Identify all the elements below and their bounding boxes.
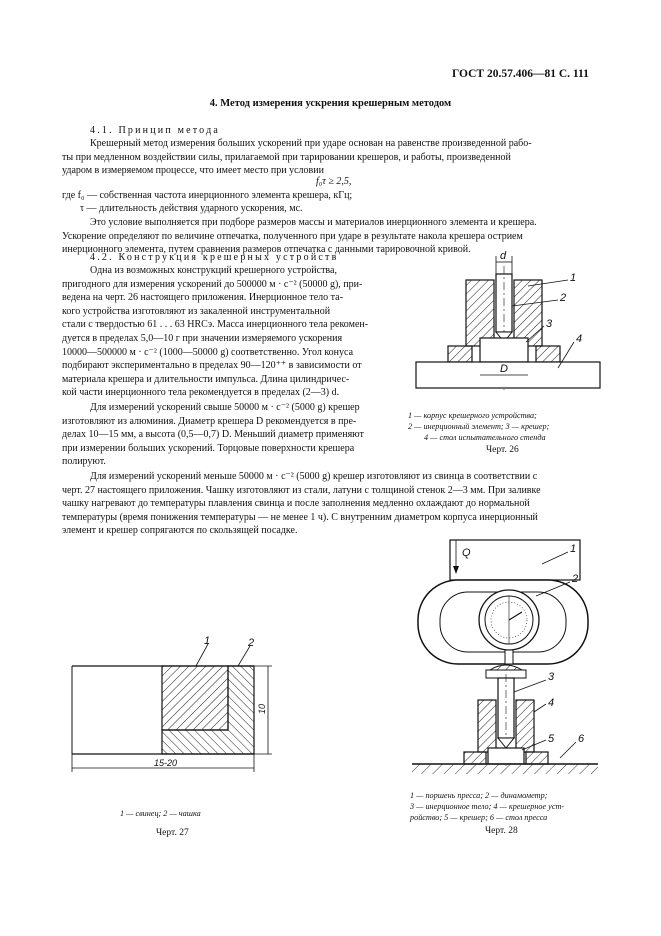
caption-line: 1 — поршень пресса; 2 — динамометр; bbox=[410, 791, 548, 800]
text-line: инерционного элемента, путем сравнения размеров отпечатка с данными тарировочной кривой. bbox=[62, 244, 471, 256]
label-5: 5 bbox=[548, 733, 555, 745]
text-line: 10000—500000 м · с⁻² (1000—50000 g) соответственно. Угол конуса bbox=[62, 346, 354, 358]
label-width: 15-20 bbox=[154, 758, 178, 768]
paragraph-lead bbox=[62, 470, 598, 538]
text-line: Ускорение определяют по величине отпечатка, полученного при ударе в результате накола крешера острием bbox=[62, 230, 523, 242]
text-line: кой части инерционного тела рекомендуется в пределах (2—3) d. bbox=[62, 387, 340, 399]
text-line: черт. 27 настоящего приложения. Чашку изготовляют из стали, латуни с толщиной стенок 2—3 мм. При заливке bbox=[62, 484, 541, 496]
paragraph-construction bbox=[62, 264, 398, 400]
text-line: ведена на черт. 26 настоящего приложения. Инерционное тело та- bbox=[62, 292, 343, 304]
text-line: Крешерный метод измерения больших ускорений при ударе основан на равенстве произведенной рабо- bbox=[90, 138, 532, 149]
label-d: d bbox=[500, 250, 507, 262]
text-line: кого устройства изготовляют из закаленной инструментальной bbox=[62, 305, 331, 317]
label-height: 10 bbox=[257, 703, 267, 714]
text-line: Для измерений ускорений меньше 50000 м · с⁻² (5000 g) крешер изготовляют из свинца в соответствии с bbox=[90, 471, 538, 482]
text-line: подбирают экспериментально в пределах 90—120⁺⁺ в зависимости от bbox=[62, 360, 362, 372]
text-line: элемент и крешер сопрягаются по скользящей посадке. bbox=[62, 525, 298, 537]
caption-line: 4 — стол испытательного стенда bbox=[424, 433, 546, 442]
figure-28-drawing bbox=[410, 536, 600, 801]
figure-28-caption bbox=[410, 790, 600, 823]
section-title: 4. Метод измерения ускрения крешерным методом bbox=[209, 98, 452, 109]
caption-line: 3 — инерционное тело; 4 — крешерное уст- bbox=[410, 802, 565, 811]
text-line: пригодного для измерения ускорений до 500000 м · с⁻² (50000 g), при- bbox=[62, 278, 363, 290]
figure-27-title: Черт. 27 bbox=[156, 828, 189, 838]
label-1: 1 bbox=[570, 272, 577, 284]
text-line: полируют. bbox=[62, 456, 106, 468]
label-1: 1 bbox=[204, 635, 211, 647]
figure-26-drawing bbox=[408, 250, 608, 400]
text-line: дуется в пределах 5,0—10 г при значении измеряемого ускорения bbox=[62, 332, 343, 344]
text-line: материала крешера и длительности импульса. Длина цилиндричес- bbox=[62, 373, 350, 385]
where-line-2: τ — длительность действия ударного ускорения, мс. bbox=[80, 203, 303, 214]
label-3: 3 bbox=[546, 318, 553, 330]
text-line: температуры (время понижения температуры — не менее 1 ч). С внутренним диаметром корпуса инерционный bbox=[62, 511, 538, 523]
label-2: 2 bbox=[560, 292, 567, 304]
subsection-heading-4-1: 4.1. Принцип метода bbox=[90, 125, 221, 136]
subsection-heading-4-2: 4.2. Конструкция крешерных устройств bbox=[90, 252, 339, 263]
figure-28-title: Черт. 28 bbox=[485, 826, 518, 836]
label-3: 3 bbox=[548, 671, 555, 683]
label-2: 2 bbox=[572, 573, 579, 585]
figure-26-title: Черт. 26 bbox=[486, 445, 519, 455]
caption-line: 1 — корпус крешерного устройства; bbox=[408, 411, 537, 420]
text-line: Это условие выполняется при подборе размеров массы и материалов инерционного элемента и крешера. bbox=[90, 217, 537, 228]
text-line: ударом в измеряемом процессе, что имеет место при условии bbox=[62, 165, 324, 177]
figure-27-drawing bbox=[66, 636, 296, 776]
text-line: при измерении больших ускорений. Торцовые поверхности крешера bbox=[62, 442, 355, 454]
label-4: 4 bbox=[576, 333, 583, 345]
figure-26-caption bbox=[408, 410, 598, 443]
label-6: 6 bbox=[578, 733, 585, 745]
text-line: Для измерений ускорений свыше 50000 м · с⁻² (5000 g) крешер bbox=[90, 402, 360, 413]
label-2: 2 bbox=[248, 637, 255, 649]
text-line: изготовляют из алюминия. Диаметр крешера D рекомендуется в пре- bbox=[62, 415, 357, 427]
caption-line: ройство; 5 — крешер; 6 — стол пресса bbox=[410, 813, 548, 822]
label-Q: Q bbox=[462, 547, 471, 559]
text-line: делах 10—15 мм, а высота (0,5—0,7) D. Меньший диаметр применяют bbox=[62, 429, 364, 441]
caption-line: 2 — инерционный элемент; 3 — крешер; bbox=[408, 422, 550, 431]
page-header: ГОСТ 20.57.406—81 С. 111 bbox=[452, 68, 589, 80]
label-D: D bbox=[500, 363, 508, 375]
label-4: 4 bbox=[548, 697, 555, 709]
formula: f₀τ ≥ 2,5, bbox=[316, 176, 352, 187]
text-line: стали с твердостью 61 . . . 63 HRCэ. Масса инерционного тела рекомен- bbox=[62, 319, 369, 331]
text-line: ты при медленном воздействии силы, прилагаемой при тарировании крешеров, и работы, произведенной bbox=[62, 151, 511, 163]
text-line: Одна из возможных конструкций крешерного устройства, bbox=[90, 265, 337, 276]
text-line: чашку нагревают до температуры плавления свинца и после заполнения медленно охлаждают до нормальной bbox=[62, 498, 530, 510]
label-1: 1 bbox=[570, 543, 577, 555]
paragraph-principle bbox=[62, 137, 598, 178]
figure-27-caption: 1 — свинец; 2 — чашка bbox=[120, 809, 201, 818]
where-line-1: где f₀ — собственная частота инерционного элемента крешера, кГц; bbox=[62, 190, 353, 201]
paragraph-aluminium bbox=[62, 401, 398, 469]
